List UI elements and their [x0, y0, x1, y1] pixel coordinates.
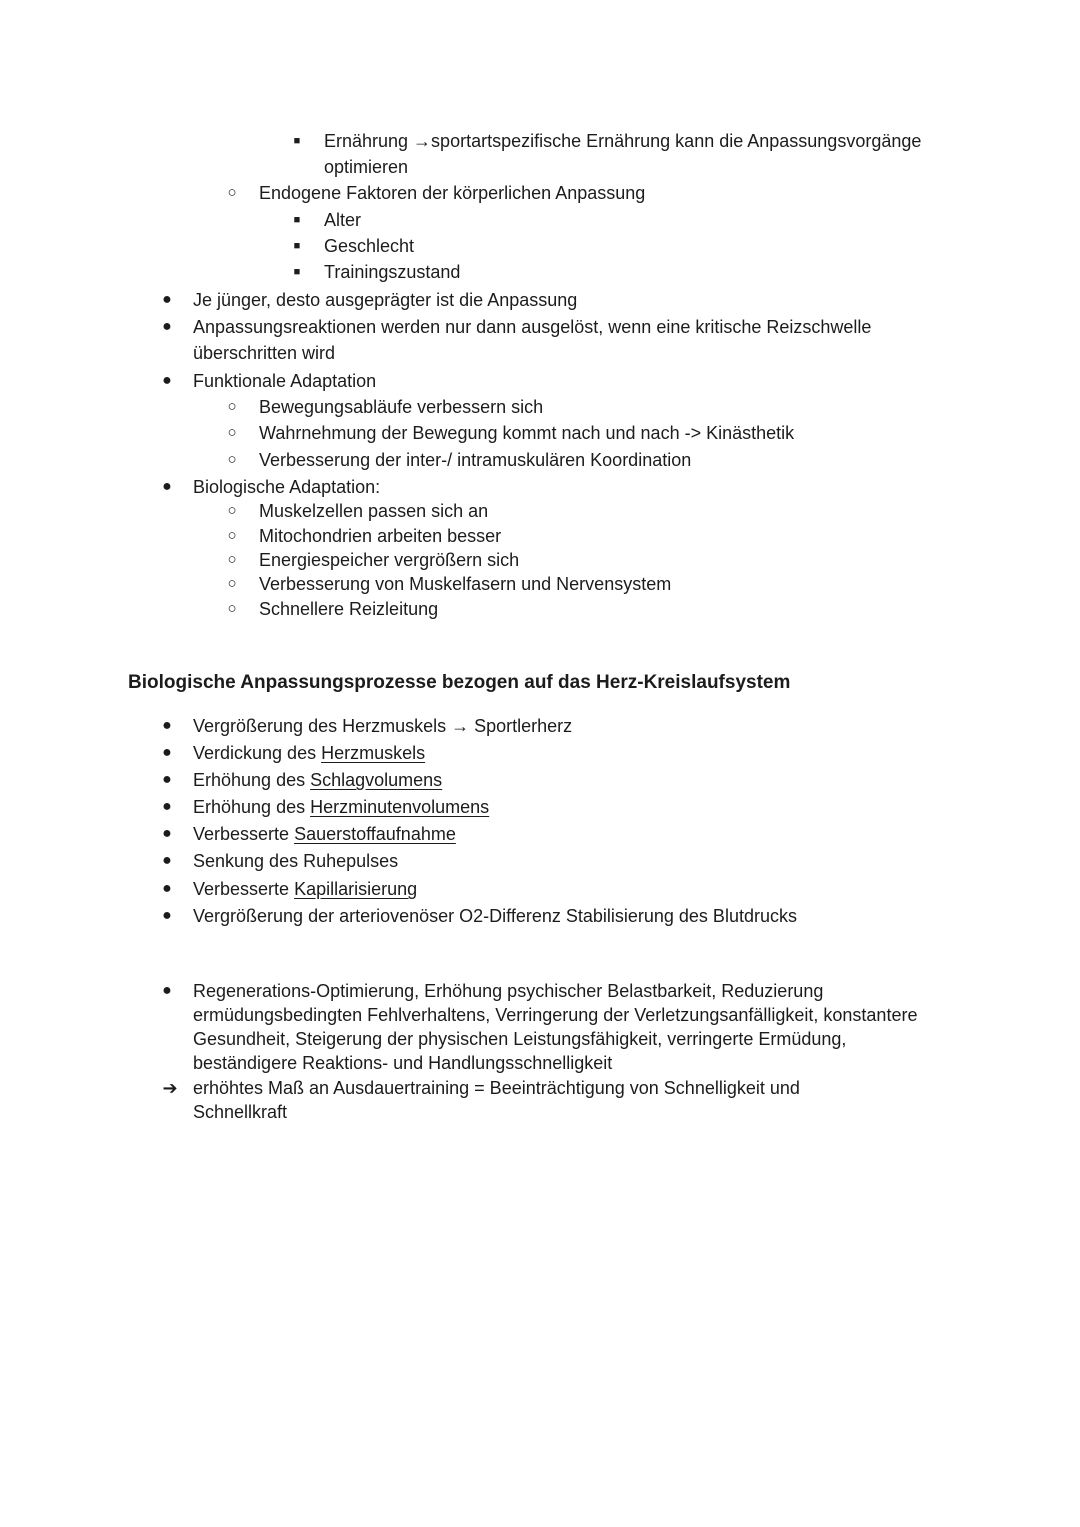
- bullet: ●: [162, 982, 172, 999]
- circle-bullet: ○: [227, 502, 237, 519]
- list-item: Muskelzellen passen sich an: [259, 501, 489, 521]
- list-item: Trainingszustand: [324, 262, 461, 282]
- list-item: Verbesserte Sauerstoffaufnahme: [193, 824, 456, 844]
- reiz-line-1: Anpassungsreaktionen werden nur dann ausgelöst, wenn eine kritische Reizschwelle: [193, 317, 872, 337]
- bullet: ●: [162, 291, 172, 308]
- section-heading: Biologische Anpassungsprozesse bezogen auf das Herz-Kreislaufsystem: [128, 672, 791, 693]
- bullet: ●: [162, 880, 172, 897]
- bullet: ●: [162, 907, 172, 924]
- list-item: Verbesserung der inter-/ intramuskulären Koordination: [259, 450, 692, 470]
- square-bullet: ■: [293, 214, 301, 226]
- arrow-right-icon: ➔: [162, 1078, 178, 1098]
- list-item: Erhöhung des Schlagvolumens: [193, 770, 443, 790]
- circle-bullet: ○: [227, 551, 237, 568]
- list-item: Wahrnehmung der Bewegung kommt nach und nach -> Kinästhetik: [259, 423, 795, 443]
- circle-bullet: ○: [227, 184, 237, 201]
- circle-bullet: ○: [227, 527, 237, 544]
- bullet: ●: [162, 771, 172, 788]
- paragraph-line: Regenerations-Optimierung, Erhöhung psychischer Belastbarkeit, Reduzierung: [193, 981, 824, 1001]
- paragraph-line: ermüdungsbedingten Fehlverhaltens, Verringerung der Verletzungsanfälligkeit, konstantere: [193, 1005, 918, 1025]
- bullet: ●: [162, 744, 172, 761]
- endogen-heading: Endogene Faktoren der körperlichen Anpassung: [259, 183, 646, 203]
- underlined-term: Herzminutenvolumens: [310, 797, 490, 817]
- circle-bullet: ○: [227, 575, 237, 592]
- list-item: Geschlecht: [324, 236, 415, 256]
- list-item: Bewegungsabläufe verbessern sich: [259, 397, 544, 417]
- paragraph-line: Gesundheit, Steigerung der physischen Leistungsfähigkeit, verringerte Ermüdung,: [193, 1029, 847, 1049]
- list-item: Verdickung des Herzmuskels: [193, 743, 426, 763]
- list-item: Erhöhung des Herzminutenvolumens: [193, 797, 490, 817]
- bullet: ●: [162, 825, 172, 842]
- bullet: ●: [162, 798, 172, 815]
- underlined-term: Sauerstoffaufnahme: [294, 824, 456, 844]
- biologisch-heading: Biologische Adaptation:: [193, 477, 381, 497]
- list-item: Senkung des Ruhepulses: [193, 851, 399, 871]
- circle-bullet: ○: [227, 451, 237, 468]
- arrow-line-2: Schnellkraft: [193, 1102, 288, 1122]
- juenger-line: Je jünger, desto ausgeprägter ist die Anpassung: [193, 290, 578, 310]
- arrow-line-1: erhöhtes Maß an Ausdauertraining = Beeinträchtigung von Schnelligkeit und: [193, 1078, 800, 1098]
- list-item: Mitochondrien arbeiten besser: [259, 526, 502, 546]
- list-item: Verbesserung von Muskelfasern und Nervensystem: [259, 574, 672, 594]
- square-bullet: ■: [293, 135, 301, 147]
- circle-bullet: ○: [227, 398, 237, 415]
- list-item: Energiespeicher vergrößern sich: [259, 550, 520, 570]
- paragraph-line: beständigere Reaktions- und Handlungsschnelligkeit: [193, 1053, 613, 1073]
- list-item: Verbesserte Kapillarisierung: [193, 879, 418, 899]
- ernaehrung-line-2: optimieren: [324, 157, 409, 177]
- bullet: ●: [162, 478, 172, 495]
- bullet: ●: [162, 372, 172, 389]
- circle-bullet: ○: [227, 600, 237, 617]
- ernaehrung-line-1: Ernährung →sportartspezifische Ernährung kann die Anpassungsvorgänge: [324, 131, 922, 151]
- bullet: ●: [162, 717, 172, 734]
- list-item: Alter: [324, 210, 362, 230]
- bullet: ●: [162, 852, 172, 869]
- underlined-term: Schlagvolumens: [310, 770, 443, 790]
- square-bullet: ■: [293, 240, 301, 252]
- list-item: Vergrößerung des Herzmuskels → Sportlerherz: [193, 716, 573, 736]
- underlined-term: Kapillarisierung: [294, 879, 418, 899]
- square-bullet: ■: [293, 266, 301, 278]
- underlined-term: Herzmuskels: [321, 743, 426, 763]
- circle-bullet: ○: [227, 424, 237, 441]
- funktional-heading: Funktionale Adaptation: [193, 371, 377, 391]
- list-item: Vergrößerung der arteriovenöser O2-Differenz Stabilisierung des Blutdrucks: [193, 906, 797, 926]
- reiz-line-2: überschritten wird: [193, 343, 336, 363]
- list-item: Schnellere Reizleitung: [259, 599, 439, 619]
- bullet: ●: [162, 318, 172, 335]
